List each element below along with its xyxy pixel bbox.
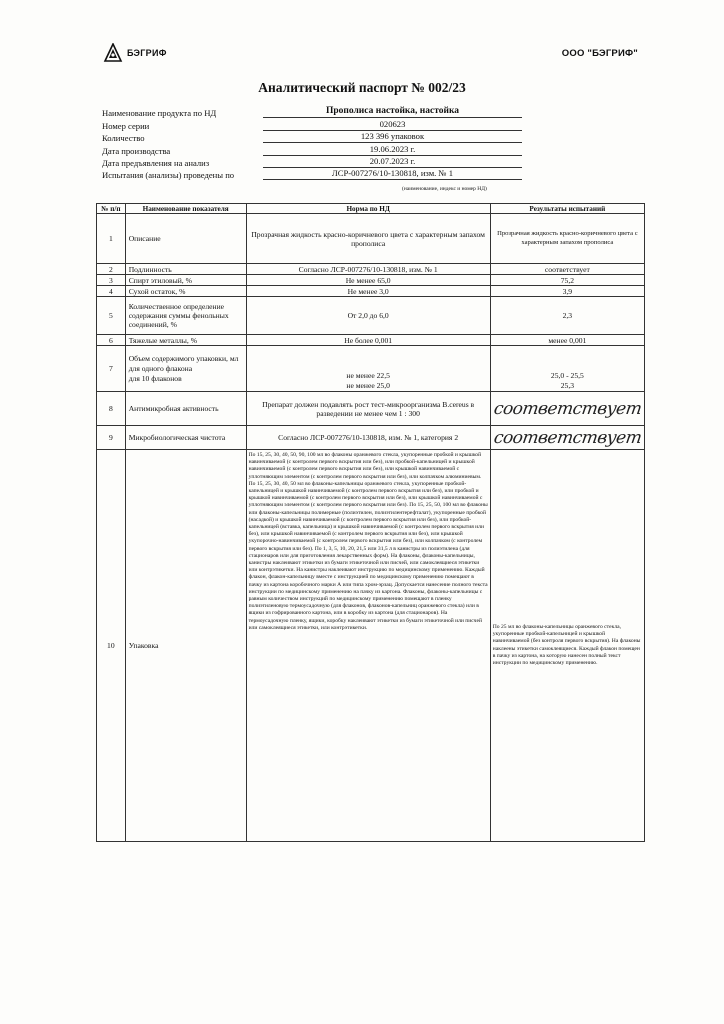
quantity: 123 396 упаковок (263, 131, 522, 143)
series-number: 020623 (263, 119, 522, 131)
table-row: 7 Объем содержимого упаковки, мл для одного флакона для 10 флаконов не менее 22,5 не менее 25,0 25,0 - 25,5 25,3 (97, 346, 645, 392)
packaging-result: По 25 мл во флаконы-капельницы оранжевого стекла, укупоренные пробкой-капельницей и крышкой навинчиваемой (без контроля первого вскрытия). На флаконы наклеены этикетки самоклеящиеся. Каждый флакон помещен в пачку из картона, на которую нанесен полный текст инструкции по медицинскому применению. (490, 450, 644, 842)
company-name: ООО "БЭГРИФ" (561, 48, 638, 59)
header-result: Результаты испытаний (490, 204, 644, 214)
logo-text: БЭГРИФ (127, 48, 167, 58)
table-row: 6 Тяжелые металлы, % Не более 0,001 менее 0,001 (97, 335, 645, 346)
table-row: 4 Сухой остаток, % Не менее 3,0 3,9 (97, 286, 645, 297)
meta-series: Номер серии 020623 (102, 118, 522, 130)
table-row: 2 Подлинность Согласно ЛСР-007276/10-130818, изм. № 1 соответствует (97, 264, 645, 275)
table-row: 1 Описание Прозрачная жидкость красно-коричневого цвета с характерным запахом прополиса Прозрачная жидкость красно-коричневого цвета с характерным запахом прополиса (97, 214, 645, 264)
header-indicator: Наименование показателя (125, 204, 246, 214)
document-title: Аналитический паспорт № 002/23 (258, 80, 466, 95)
header-number: № п/п (97, 204, 126, 214)
meta-quantity: Количество 123 396 упаковок (102, 131, 522, 143)
tests-note: (наименование, индекс и номер НД) (402, 186, 487, 192)
analysis-date: 20.07.2023 г. (263, 156, 522, 168)
company-logo (103, 43, 167, 63)
table-row: 3 Спирт этиловый, % Не менее 65,0 75,2 (97, 275, 645, 286)
table-row: 9 Микробиологическая чистота Согласно ЛСР-007276/10-130818, изм. № 1, категория 2 соответствует (97, 426, 645, 450)
handwritten-result: соответствует (492, 427, 643, 448)
begrif-logo-icon (103, 43, 123, 63)
table-row: 5 Количественное определение содержания суммы фенольных соединений, % От 2,0 до 6,0 2,3 (97, 297, 645, 335)
table-row: 8 Антимикробная активность Препарат должен подавлять рост тест-микроорганизма B.cereus в разведении не менее чем 1 : 300 соответствует (97, 392, 645, 426)
product-name: Прополиса настойка, настойка (263, 106, 522, 118)
table-row: 10 Упаковка По 15, 25, 30, 40, 50, 90, 100 мл во флаконы оранжевого стекла, укупоренные пробкой и крышкой навинчиваемой (с контролем первого вскрытия или без), или пробкой-капельницей и крышкой навинчиваемой (с контролем первого вскрытия или без), или крышкой навинчиваемой с уплотняющим элементом (с контролем первого вскрытия или без), или колпачком алюминиевым. По 15, 25, 30, 40, 50 мл во флаконы-капельницы оранжевого стекла, укупоренные пробкой-капельницей и крышкой навинчиваемой (с контролем первого вскрытия или без), или пробкой и крышкой навинчиваемой (с контролем первого вскрытия или без), или крышкой навинчиваемой с уплотняющим элементом (с контролем первого вскрытия или без). По 15, 25, 50, 100 мл во флаконы или флаконы-капельницы полимерные (полиэтилен, полиэтилентерефталат), укупоренные пробкой (насадкой) и крышкой навинчиваемой (с контролем первого вскрытия или без), или пробкой-капельницей (вставка, капельница) и крышкой навинчиваемой (с контролем первого вскрытия или без), или крышкой навинчиваемой (с контролем первого вскрытия или без), или крышкой укупорочно-навинчиваемой (с контролем первого вскрытия или без), или колпачком (с контролем первого вскрытия или без). По 1, 3, 5, 10, 20, 21,5 или 31,5 л в канистры из полиэтилена (для стационаров или для приготовления лекарственных форм). На флаконы, флаконы-капельницы, канистры наклеивают этикетки из бумаги этикеточной или писчей, или самоклеящиеся этикетки или контрэтикетки. На канистры наклеивают инструкцию по медицинскому применению. Каждый флакон, флакон-капельницу вместе с инструкцией по медицинскому применению помещают в пачку из картона коробочного марки А или типа хром-эрзац. Допускается нанесение полного текста инструкции по медицинскому применению на пачку из картона. Флаконы, флаконы-капельницы с равным количеством инструкций по медицинскому применению помещают в пленку полиэтиленовую термоусадочную (для флаконов, флаконов-капельниц оранжевого стекла) или в ящики из гофрированного картона, или в коробку из картона (для стационаров). На термоусадочную пленку, ящики, коробку наклеивают этикетки из бумаги этикеточной или писчей или самоклеящиеся этикетки, или контрэтикетки. По 25 мл во флаконы-капельницы оранжевого стекла, укупоренные пробкой-капельницей и крышкой навинчиваемой (без контроля первого вскрытия). На флаконы наклеены этикетки самоклеящиеся. Каждый флакон помещен в пачку из картона, на которую нанесен полный текст инструкции по медицинскому применению. (97, 450, 645, 842)
meta-tests: Испытания (анализы) проведены по ЛСР-007276/10-130818, изм. № 1 (102, 168, 522, 180)
results-table (96, 203, 645, 842)
tests-document: ЛСР-007276/10-130818, изм. № 1 (263, 168, 522, 180)
passport-meta (102, 106, 522, 180)
meta-analysis-date: Дата предъявления на анализ 20.07.2023 г. (102, 156, 522, 168)
table-header (97, 204, 645, 214)
header-norm: Норма по НД (246, 204, 490, 214)
packaging-norm: По 15, 25, 30, 40, 50, 90, 100 мл во флаконы оранжевого стекла, укупоренные пробкой и крышкой навинчиваемой (с контролем первого вскрытия или без), или пробкой-капельницей и крышкой навинчиваемой (с контролем первого вскрытия или без), или крышкой навинчиваемой с уплотняющим элементом (с контролем первого вскрытия или без), или колпачком алюминиевым. По 15, 25, 30, 40, 50 мл во флаконы-капельницы оранжевого стекла, укупоренные пробкой-капельницей и крышкой навинчиваемой (с контролем первого вскрытия или без), или пробкой и крышкой навинчиваемой (с контролем первого вскрытия или без), или крышкой навинчиваемой с уплотняющим элементом (с контролем первого вскрытия или без). По 15, 25, 50, 100 мл во флаконы или флаконы-капельницы полимерные (полиэтилен, полиэтилентерефталат), укупоренные пробкой (насадкой) и крышкой навинчиваемой (с контролем первого вскрытия или без), или пробкой-капельницей (вставка, капельница) и крышкой навинчиваемой (с контролем первого вскрытия или без), или крышкой навинчиваемой (с контролем первого вскрытия или без), или крышкой укупорочно-навинчиваемой (с контролем первого вскрытия или без), или колпачком (с контролем первого вскрытия или без). По 1, 3, 5, 10, 20, 21,5 или 31,5 л в канистры из полиэтилена (для стационаров или для приготовления лекарственных форм). На флаконы, флаконы-капельницы, канистры наклеивают этикетки из бумаги этикеточной или писчей, или самоклеящиеся этикетки или контрэтикетки. На канистры наклеивают инструкцию по медицинскому применению. Каждый флакон, флакон-капельницу вместе с инструкцией по медицинскому применению помещают в пачку из картона коробочного марки А или типа хром-эрзац. Допускается нанесение полного текста инструкции по медицинскому применению на пачку из картона. Флаконы, флаконы-капельницы с равным количеством инструкций по медицинскому применению помещают в пленку полиэтиленовую термоусадочную (для флаконов, флаконов-капельниц оранжевого стекла) или в ящики из гофрированного картона, или в коробку из картона (для стационаров). На термоусадочную пленку, ящики, коробку наклеивают этикетки из бумаги этикеточной или писчей или самоклеящиеся этикетки, или контрэтикетки. (246, 450, 490, 842)
production-date: 19.06.2023 г. (263, 144, 522, 156)
handwritten-result: соответствует (492, 398, 643, 419)
meta-production-date: Дата производства 19.06.2023 г. (102, 143, 522, 155)
meta-product: Наименование продукта по НД Прополиса настойка, настойка (102, 106, 522, 118)
